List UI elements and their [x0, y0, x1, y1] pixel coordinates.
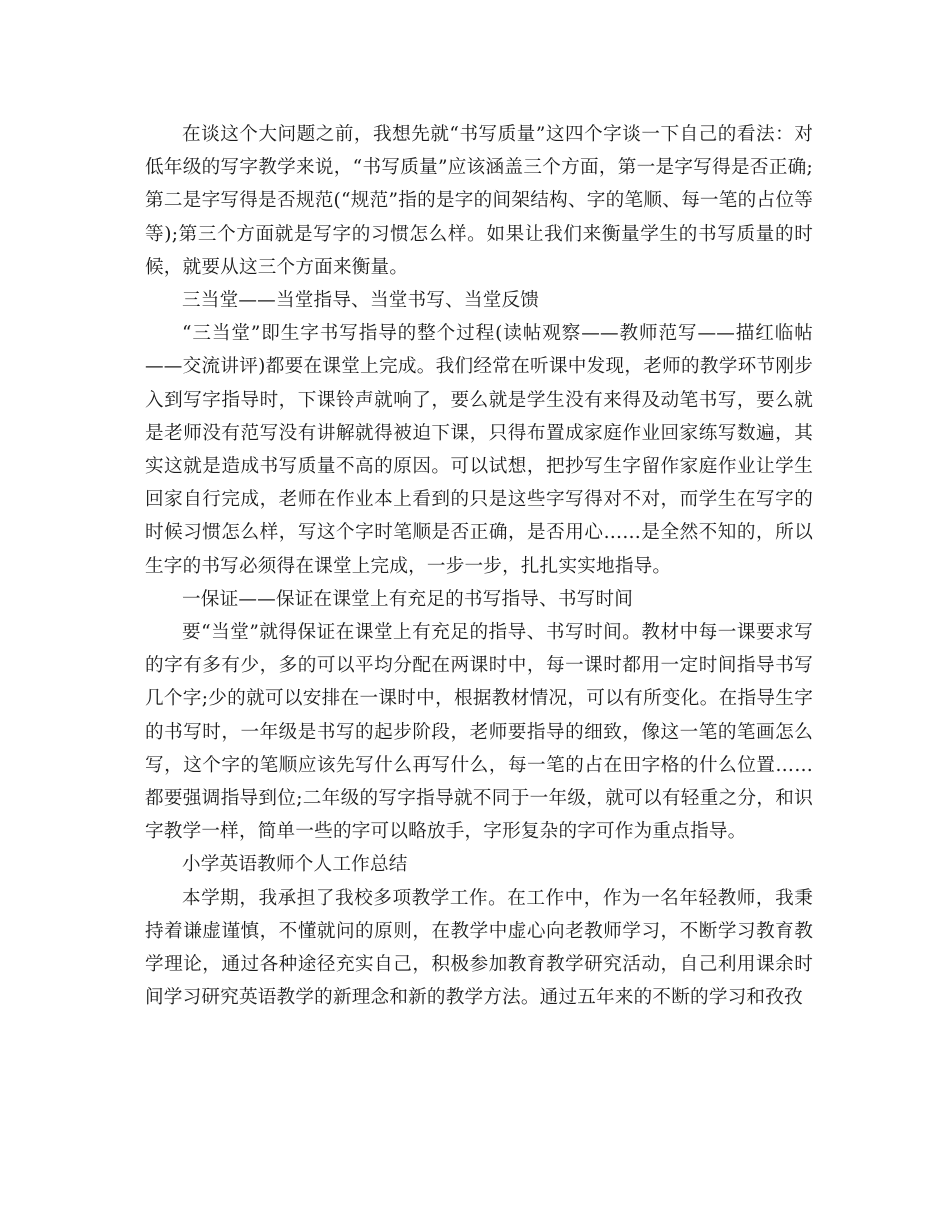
heading-three-in-class: 三当堂——当堂指导、当堂书写、当堂反馈 [182, 290, 540, 312]
paragraph-writing-quality: 在谈这个大问题之前，我想先就“书写质量”这四个字谈一下自己的看法：对低年级的写字教学来说，“书写质量”应该涵盖三个方面，第一是字写得是否正确;第二是字写得是否规范(“规范”指的是字的间架结构、字的笔顺、每一笔的占位等等);第三个方面就是写字的习惯怎么样。如果让我们来衡量学生的书写质量的时候，就要从这三个方面来衡量。 [145, 124, 813, 278]
document-body [145, 118, 813, 1014]
heading-english-teacher-summary: 小学英语教师个人工作总结 [182, 854, 408, 876]
paragraph-three-in-class: “三当堂”即生字书写指导的整个过程(读帖观察——教师范写——描红临帖——交流讲评)都要在课堂上完成。我们经常在听课中发现，老师的教学环节刚步入到写字指导时，下课铃声就响了，要么就是学生没有来得及动笔书写，要么就是老师没有范写没有讲解就得被迫下课，只得布置成家庭作业回家练写数遍，其实这就是造成书写质量不高的原因。可以试想，把抄写生字留作家庭作业让学生回家自行完成，老师在作业本上看到的只是这些字写得对不对，而学生在写字的时候习惯怎么样，写这个字时笔顺是否正确，是否用心……是全然不知的，所以生字的书写必须得在课堂上完成，一步一步，扎扎实实地指导。 [145, 323, 813, 577]
heading-one-guarantee: 一保证——保证在课堂上有充足的书写指导、书写时间 [182, 588, 634, 610]
paragraph-english-teacher-summary: 本学期，我承担了我校多项教学工作。在工作中，作为一名年轻教师，我秉持着谦虚谨慎，不懂就问的原则，在教学中虚心向老教师学习，不断学习教育教学理论，通过各种途径充实自己，积极参加教育教学研究活动，自己利用课余时间学习研究英语教学的新理念和新的教学方法。通过五年来的不断的学习和孜孜 [145, 887, 813, 1009]
paragraph-one-guarantee: 要“当堂”就得保证在课堂上有充足的指导、书写时间。教材中每一课要求写的字有多有少，多的可以平均分配在两课时中，每一课时都用一定时间指导书写几个字;少的就可以安排在一课时中，根据教材情况，可以有所变化。在指导生字的书写时，一年级是书写的起步阶段，老师要指导的细致，像这一笔的笔画怎么写，这个字的笔顺应该先写什么再写什么，每一笔的占在田字格的什么位置……都要强调指导到位;二年级的写字指导就不同于一年级，就可以有轻重之分，和识字教学一样，简单一些的字可以略放手，字形复杂的字可作为重点指导。 [145, 622, 813, 843]
